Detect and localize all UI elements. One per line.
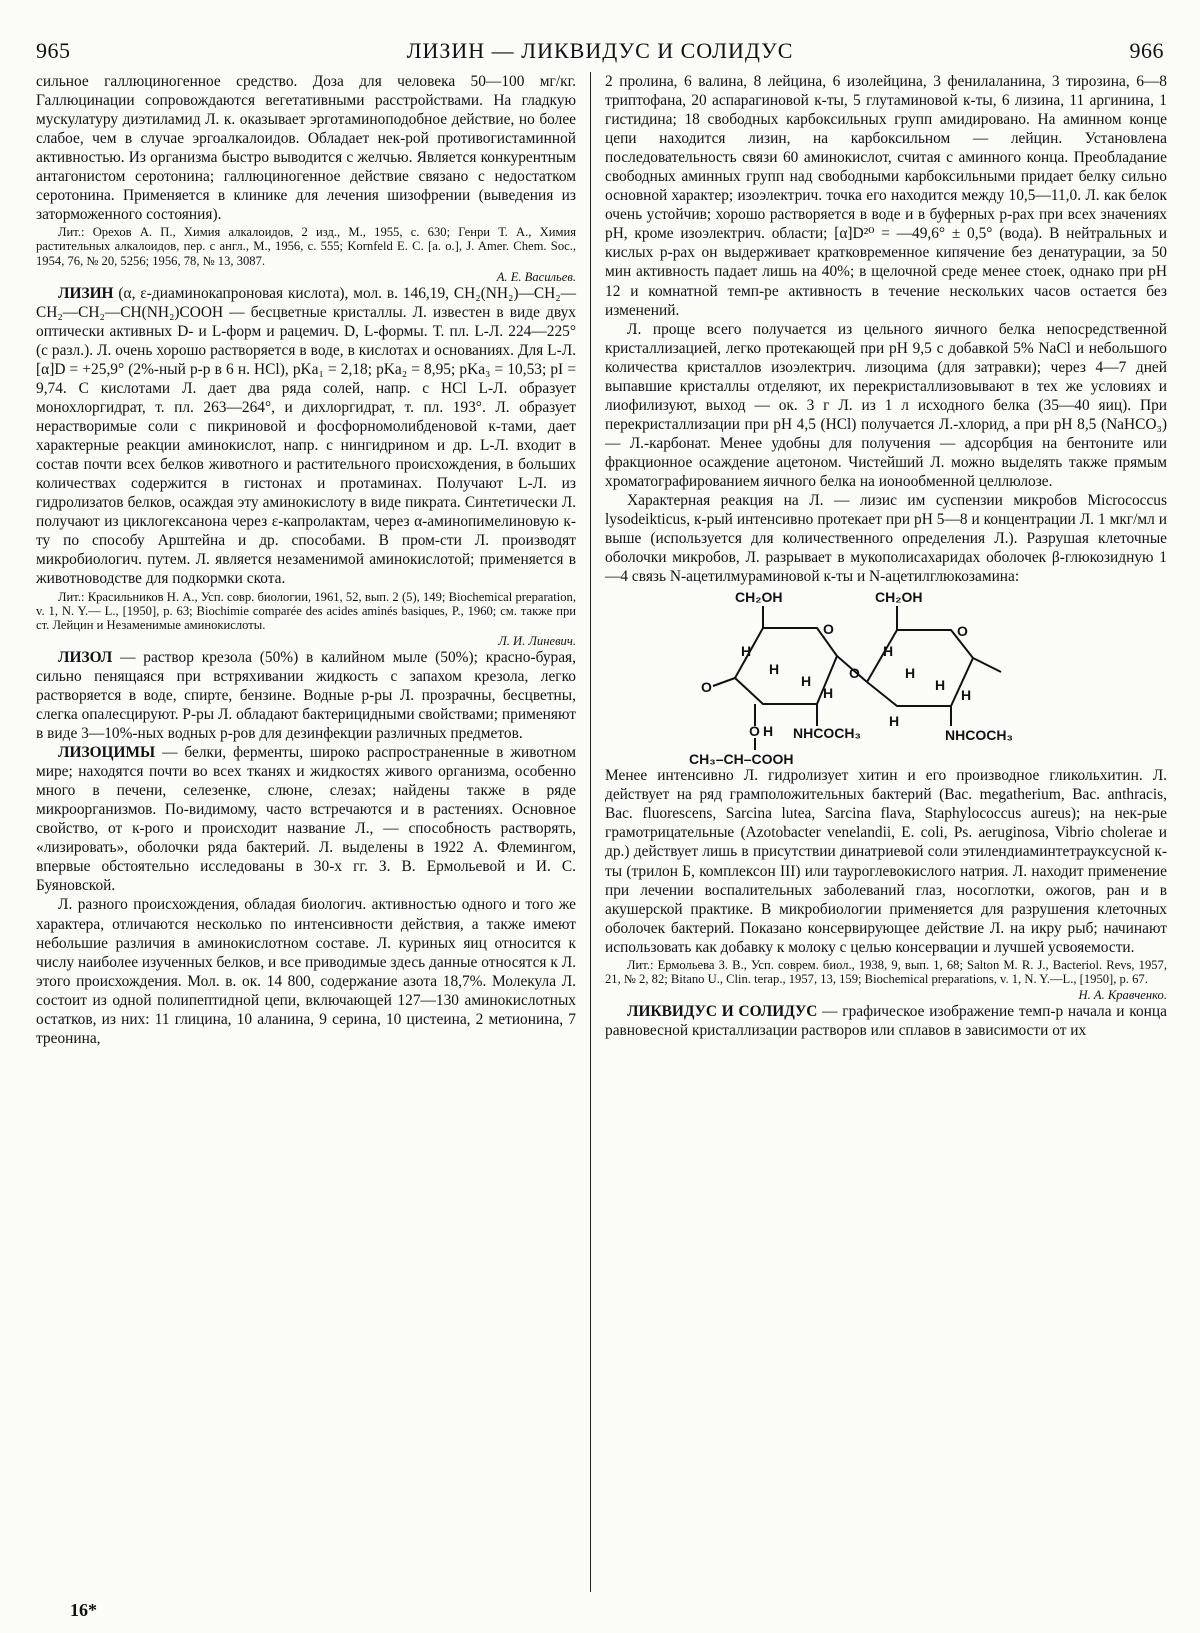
headword: ЛИЗИН — [58, 284, 114, 302]
hydrogen-label: H — [883, 643, 894, 660]
nhcoch3-label: NHCOCH₃ — [945, 727, 1013, 744]
running-title: ЛИЗИН — ЛИКВИДУС И СОЛИДУС — [406, 38, 794, 63]
author-signature: Л. И. Линевич. — [498, 633, 576, 648]
oxygen-label: O — [701, 679, 712, 696]
paragraph: Характерная реакция на Л. — лизис им суспензии микробов Micrococcus lysodeikticus, к-рый интенсивно протекает при pH 5—8 и концентрации Л. 1 мкг/мл и выше (используется для количественного определения Л.). Разрушая клеточные оболочки микробов, Л. разрывает в мукополисахаридах оболочек β-глюкозидную 1—4 связь N-ацетилмураминовой к-ты и N-ацетилглюкозамина: — [605, 492, 1167, 586]
paragraph: сильное галлюциногенное средство. Доза для человека 50—100 мг/кг. Галлюцинации сопровождаются вегетативными расстройствами. На гладкую мускулатуру диэтиламид Л. к. оказывает эрготаминоподобное действие, но более слабое, чем в случае эргоалкалоидов. Обладает нек-рой противогистаминной активностью. Из организма быстро выводится с желчью. Является конкурентным антагонистом серотонина; галлюциногенное действие связано с недостатком серотонина. Применяется в клинике для лечения шизофрении (выведения из заторможенного состояния). — [36, 73, 576, 224]
hydrogen-label: H — [763, 723, 774, 740]
lactyl-side-chain-label: CH₃–CH–COOH — [689, 751, 794, 767]
headword: ЛИЗОЛ — [58, 648, 113, 666]
hydrogen-label: H — [741, 643, 752, 660]
right-page-number: 966 — [1129, 38, 1164, 63]
hydrogen-label: H — [801, 673, 812, 690]
bond — [713, 678, 735, 686]
column-divider — [590, 72, 591, 1592]
hydrogen-label: H — [823, 685, 834, 702]
hydrogen-label: H — [961, 687, 972, 704]
article-lysozyme — [36, 743, 576, 895]
ring-1 — [735, 628, 837, 704]
ring-oxygen-label: O — [957, 623, 968, 640]
left-column — [36, 72, 576, 1048]
author-signature: Н. А. Кравченко. — [1078, 987, 1167, 1002]
author-signature: А. Е. Васильев. — [496, 269, 576, 284]
literature-reference: Лит.: Ермольева З. В., Усп. соврем. биол., 1938, 9, вып. 1, 68; Salton M. R. J., Bacteriol. Revs, 1957, 21, № 2, 82; Bitano U., Clin. terap., 1957, 13, 159; Biochemical preparations, v. 1, N. Y.—L., [1950], р. 67. — [605, 957, 1167, 986]
page-header — [36, 36, 1164, 66]
left-page-number: 965 — [36, 38, 71, 63]
literature-reference: Лит.: Красильников Н. А., Усп. совр. биологии, 1961, 52, вып. 2 (5), 149; Biochemical preparation, v. 1, N. Y.— L., [1950], р. 63; Biochimie comparée des acides aminés basiques, P., 1960; см. также при ст. Лейцин и Незаменимые аминокислоты. — [36, 589, 576, 632]
article-lizol — [36, 648, 576, 743]
paragraph: 2 пролина, 6 валина, 8 лейцина, 6 изолейцина, 3 фенилаланина, 3 тирозина, 6—8 триптофана, 20 аспарагиновой к-ты, 5 глутаминовой к-ты, 6 лизина, 11 аргинина, 1 гистидина; 18 свободных карбоксильных групп амидировано. На аминном конце цепи находится лизин, на карбоксильном — лейцин. Установлена последовательность связи 60 аминокислот, считая с аминного конца. Преобладание свободных аминных групп над свободными карбоксильными придает белку сильно основной характер; изоэлектрич. точка его находится между 10,5—11,0. Л. как белок очень устойчив; хорошо растворяется в воде и в буферных р-рах при всех значениях pH, кроме изоэлектрич. области; [α]D²⁰ = —49,6° ± 0,5° (вода). В нейтральных и кислых р-рах он выдерживает кратковременное кипячение без денатурации, за 50 мин активность падает лишь на 40%; в щелочной среде менее стоек, однако при pH 12 и комнатной темп-ре активность в течение нескольких часов остается без изменений. — [605, 73, 1167, 319]
article-lysine — [36, 284, 576, 589]
structural-formula — [605, 586, 1167, 766]
oxygen-label: O — [749, 723, 760, 740]
ring-2 — [867, 630, 973, 706]
article-text: — графическое изображение темп-р начала и конца равновесной кристаллизации растворов или сплавов в зависимости от их — [605, 1003, 1167, 1040]
article-text: — раствор крезола (50%) в калийном мыле (50%); красно-бурая, сильно пенящаяся при встряхивании жидкость с запахом крезола, легко растворяется в воде, спирте, бензине. Водные р-ры Л. прозрачны, бесцветны, слегка опалесцируют. Р-ры Л. обладают бактерицидными свойствами; применяют в виде 3—10%-ных водных р-ров для дезинфекции различных предметов. — [36, 648, 576, 743]
paragraph: Менее интенсивно Л. гидролизует хитин и его производное гликольхитин. Л. действует на ряд грамположительных бактерий (Bac. megatherium, Bac. anthracis, Bac. fluorescens, Sarcina lutea, Sarcina flava, Staphylococcus aureus); на нек-рые грамотрицательные (Azotobacter venelandii, E. coli, Ps. aeruginosa, Vibrio cholerae и др.) действует лишь в присутствии динатриевой соли этилендиаминтетрауксусной к-ты (трилон Б, комплексон III) или тауроглевокислого натрия. Л. находит применение при лечении воспалительных заболеваний глаз, носоглотки, ожогов, ран и в акушерской практике. В микробиологии применяется для разрушения клеточных оболочек бактерий. Показано консервирующее действие Л. на икру рыб; начинают использовать как добавку к молоку с целью консервации и лучшей усвояемости. — [605, 767, 1167, 956]
hydrogen-label: H — [935, 677, 946, 694]
paragraph: Л. проще всего получается из цельного яичного белка непосредственной кристаллизацией, легко протекающей при pH 9,5 с добавкой 5% NaCl и небольшого количества кристаллов изоэлектрич. лизоцима (для затравки); через 4—7 дней выпавшие кристаллы отделяют, их перекристаллизовывают в тех же условиях и лиофилизуют, выход — ок. 3 г Л. из 1 л исходного белка (35—40 яиц). При перекристаллизации при pH 4,5 (HCl) получается Л.-хлорид, а при pH 8,5 (NaHCO₃) — Л.-карбонат. Менее удобны для получения — адсорбция на бентоните или фракционное осаждение ацетоном. Чистейший Л. можно выделять также прямым хроматографированием яичного белка на ионообменной целлюлозе. — [605, 320, 1167, 490]
article-liquidus-solidus — [605, 1002, 1167, 1040]
headword: ЛИКВИДУС И СОЛИДУС — [627, 1003, 818, 1021]
article-text: — белки, ферменты, широко распространенные в животном мире; находятся почти во всех тканях и жидкостях живого организма, особенно много в печени, селезенке, слюне, слезах; найдены также в ряде микроорганизмов. По-видимому, часто встречаются и в растениях. Основное свойство, от к-рого и происходит название Л., — способность растворять, «лизировать», оболочки ряда бактерий. Л. выделены в 1922 А. Флемингом, впервые обстоятельно исследованы в 30-х гг. З. В. Ермольевой и И. С. Буяновской. — [36, 744, 576, 895]
formula-svg — [605, 586, 1167, 766]
ch2oh-label: CH₂OH — [875, 589, 923, 606]
ch2oh-label: CH₂OH — [735, 589, 783, 606]
oxygen-label: O — [849, 665, 860, 682]
signature-mark: 16* — [70, 1600, 97, 1620]
nhcoch3-label: NHCOCH₃ — [793, 725, 861, 742]
headword: ЛИЗОЦИМЫ — [58, 744, 156, 762]
hydrogen-label: H — [889, 713, 900, 730]
literature-reference: Лит.: Орехов А. П., Химия алкалоидов, 2 изд., М., 1955, с. 630; Генри Т. А., Химия растительных алкалоидов, пер. с англ., М., 1956, с. 555; Kornfeld E. C. [a. o.], J. Amer. Chem. Soc., 1954, 76, № 20, 5256; 1956, 78, № 13, 3087. — [36, 225, 576, 268]
paragraph: Л. разного происхождения, обладая биологич. активностью одного и того же характера, отличаются несколько по интенсивности действия, а также имеют небольшие различия в аминокислотном составе. Л. куриных яиц относится к числу наиболее изученных белков, и все приводимые здесь данные относятся к Л. этого происхождения. Мол. в. ок. 14 800, содержание азота 18,7%. Молекула Л. состоит из одной полипептидной цепи, включающей 127—130 аминокислотных остатков, из них: 11 глицина, 10 аланина, 9 серина, 10 цистеина, 2 метионина, 7 треонина, — [36, 896, 576, 1047]
right-column — [605, 72, 1167, 1040]
hydrogen-label: H — [905, 665, 916, 682]
article-text: (α, ε-диаминокапроновая кислота), мол. в. 146,19, CH₂(NH₂)—CH₂—CH₂—CH₂—CH(NH₂)COOH — бесцветные кристаллы. Л. известен в виде двух оптически активных D- и L-форм и рацемич. D, L-формы. Т. пл. L-Л. 224—225° (с разл.). Л. очень хорошо растворяется в воде, в кислотах и основаниях. Для L-Л. [α]D = +25,9° (2%-ный р-р в 6 н. HCl), pKa₁ = 2,18; pKa₂ = 8,95; pKa₃ = 10,53; pI = 9,74. С кислотами Л. дает два ряда солей, напр. с HCl L-Л. образует монохлоргидрат, т. пл. 263—264°, и дихлоргидрат, т. пл. 193°. Л. образует нерастворимые соли с пикриновой и фосфорномолибденовой к-тами, дает характерные реакции аминокислот, напр. с нингидрином и др. L-Л. входит в состав почти всех белков животного и растительного происхождения, в больших количествах содержится в гистонах и протаминах. Получают L-Л. из гидролизатов белков, осаждая эту аминокислоту в виде пикрата. Синтетически Л. получают из циклогексанона через ε-капролактам, через α-аминопимелиновую к-ту по способу Арштейна и др. способами. В пром-сти Л. производят микробиологич. путем. Л. является незаменимой аминокислотой; применяется в животноводстве для подкормки скота. — [36, 284, 576, 588]
bond — [973, 658, 1001, 672]
hydrogen-label: H — [769, 661, 780, 678]
ring-oxygen-label: O — [823, 621, 834, 638]
